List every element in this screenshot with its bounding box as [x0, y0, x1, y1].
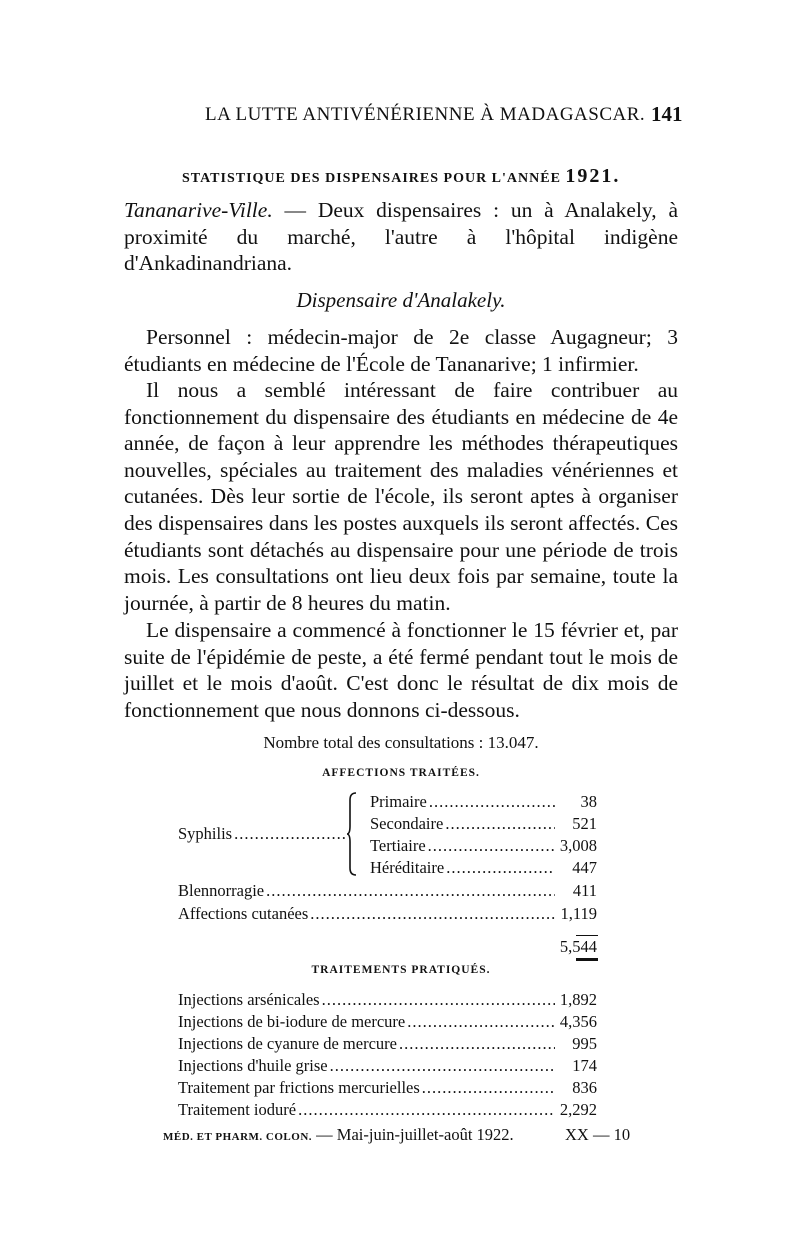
total-consultations: Nombre total des consultations : 13.047. [263, 733, 539, 752]
affections-heading: AFFECTIONS TRAITÉES. [322, 767, 480, 779]
treatment-row: Injections d'huile grise ..... 174 [178, 1056, 597, 1076]
traitements-heading: TRAITEMENTS PRATIQUÉS. [311, 964, 491, 976]
treatment-row: Traitement par frictions mercurielles ..... 836 [178, 1078, 597, 1098]
section-title-year: 1921. [565, 165, 621, 187]
section-title-text: STATISTIQUE DES DISPENSAIRES POUR L'ANNÉE [182, 171, 561, 186]
treatment-row: Injections de bi-iodure de mercure ..... 4,356 [178, 1012, 597, 1032]
personnel-paragraph: Personnel : médecin-major de 2e classe Augagneur; 3 étudiants en médecine de l'École de Tananarive; 1 infirmier. [124, 325, 678, 376]
syphilis-label-text: Syphilis [178, 824, 233, 843]
running-title: LA LUTTE ANTIVÉNÉRIENNE À MADAGASCAR. [205, 104, 646, 125]
dispensary-heading: Dispensaire d'Analakely. [296, 288, 506, 312]
syphilis-row-primaire: Primaire ..... 38 [370, 792, 597, 812]
operation-paragraph: Le dispensaire a commencé à fonctionner le 15 février et, par suite de l'épidémie de peste, a été fermé pendant tout le mois de juillet et le mois d'août. C'est donc le résultat de dix mois de fonctionnement que nous donnons ci-dessous. [124, 618, 678, 722]
affection-row-blennorragie: Blennorragie ..... 411 [178, 881, 597, 901]
page-number: 141 [651, 102, 683, 126]
intro-paragraph [124, 197, 678, 277]
syphilis-row-secondaire: Secondaire ..... 521 [370, 814, 597, 834]
syphilis-row-hereditaire: Héréditaire ..... 447 [370, 858, 597, 878]
treatment-row: Traitement ioduré ..... 2,292 [178, 1100, 597, 1120]
intro-place: Tananarive-Ville. [124, 198, 273, 222]
sum-rule [576, 935, 598, 936]
footer-issue: — Mai-juin-juillet-août 1922. [312, 1125, 514, 1144]
intro-text: — Deux dispensaires : un à Analakely, à proximité du marché, l'autre à l'hôpital indigène d'Ankadinandriana. [124, 198, 678, 276]
syphilis-row-tertiaire: Tertiaire ..... 3,008 [370, 836, 597, 856]
footer-volume: XX — 10 [565, 1125, 631, 1144]
affections-total: 5,544 [559, 937, 597, 956]
footer-journal: MÉD. ET PHARM. COLON. [163, 1131, 313, 1143]
section-title [182, 165, 642, 188]
leader-dots [234, 824, 348, 844]
brace-icon [347, 792, 357, 876]
treatment-row: Injections de cyanure de mercure ..... 995 [178, 1034, 597, 1054]
affection-row-cutanees: Affections cutanées ..... 1,119 [178, 904, 597, 924]
page-footer [163, 1125, 653, 1145]
syphilis-label [178, 824, 348, 844]
treatment-row: Injections arsénicales ..... 1,892 [178, 990, 597, 1010]
total-double-rule [576, 958, 598, 961]
students-paragraph: Il nous a semblé intéressant de faire contribuer au fonctionnement du dispensaire des étudiants en médecine de 4e année, de façon à leur apprendre les méthodes thérapeutiques nouvelles, spéciales au traitement des maladies vénériennes et cutanées. Dès leur sortie de l'école, ils seront aptes à organiser des dispensaires dans les postes auxquels ils seront affectés. Ces étudiants sont détachés au dispensaire pour une période de trois mois. Les consultations ont lieu deux fois par semaine, toute la journée, à partir de 8 heures du matin. [124, 378, 678, 615]
